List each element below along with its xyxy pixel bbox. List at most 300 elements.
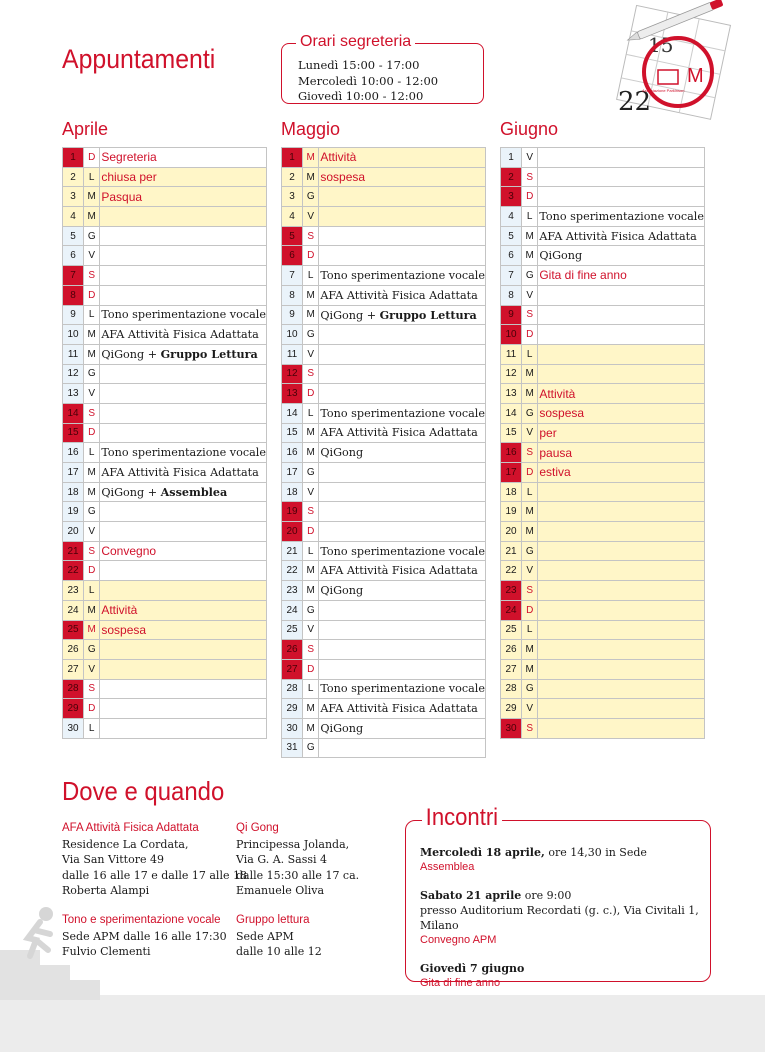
weekday-letter: V — [522, 285, 538, 305]
day-event — [319, 659, 486, 679]
day-event — [100, 364, 267, 384]
day-number: 26 — [501, 640, 522, 660]
day-number: 13 — [63, 384, 84, 404]
day-number: 5 — [63, 226, 84, 246]
weekday-letter: V — [522, 423, 538, 443]
weekday-letter: D — [84, 285, 100, 305]
weekday-letter: D — [303, 659, 319, 679]
day-number: 12 — [63, 364, 84, 384]
day-number: 26 — [63, 640, 84, 660]
office-hours-line: Giovedì 10:00 - 12:00 — [298, 89, 424, 103]
day-event — [100, 522, 267, 542]
calendar-day-row — [63, 561, 267, 581]
weekday-letter: M — [522, 640, 538, 660]
calendar-day-row — [63, 659, 267, 679]
footer-floor — [0, 995, 765, 1052]
day-event: pausa — [538, 443, 705, 463]
calendar-day-row — [63, 266, 267, 286]
calendar-day-row — [501, 640, 705, 660]
day-number: 29 — [282, 699, 303, 719]
calendar-illustration — [612, 0, 732, 120]
info-lettura — [236, 913, 322, 960]
weekday-letter: D — [84, 423, 100, 443]
day-event: Tono sperimentazione vocale — [319, 679, 486, 699]
day-number: 3 — [501, 187, 522, 207]
weekday-letter: L — [84, 305, 100, 325]
calendar-day-row — [282, 620, 486, 640]
day-number: 30 — [501, 718, 522, 738]
day-number: 29 — [501, 699, 522, 719]
weekday-letter: V — [84, 246, 100, 266]
weekday-letter: L — [522, 344, 538, 364]
day-event — [100, 384, 267, 404]
day-number: 19 — [282, 502, 303, 522]
day-event: QiGong + Gruppo Lettura — [100, 344, 267, 364]
calendar-day-row — [63, 640, 267, 660]
day-event: AFA Attività Fisica Adattata — [319, 699, 486, 719]
day-number: 4 — [63, 207, 84, 227]
day-event: Attività — [319, 148, 486, 168]
day-event — [538, 561, 705, 581]
info-line: Emanuele Oliva — [236, 884, 325, 897]
calendar-day-row — [63, 187, 267, 207]
calendar-day-row — [501, 167, 705, 187]
day-number: 22 — [63, 561, 84, 581]
day-event: chiusa per — [100, 167, 267, 187]
day-number: 15 — [282, 423, 303, 443]
day-number: 30 — [282, 718, 303, 738]
weekday-letter: M — [303, 443, 319, 463]
info-title: Qi Gong — [236, 822, 279, 834]
calendar-day-row — [63, 384, 267, 404]
day-number: 1 — [282, 148, 303, 168]
day-number: 10 — [501, 325, 522, 345]
day-event: Tono sperimentazione vocale — [319, 403, 486, 423]
calendar-day-row — [282, 443, 486, 463]
day-event — [319, 522, 486, 542]
calendar-day-row — [501, 285, 705, 305]
calendar-day-row — [501, 443, 705, 463]
day-event — [319, 463, 486, 483]
info-title: AFA Attività Fisica Adattata — [62, 822, 199, 834]
weekday-letter: V — [303, 482, 319, 502]
day-event — [319, 482, 486, 502]
day-number: 27 — [282, 659, 303, 679]
weekday-letter: G — [303, 738, 319, 758]
weekday-letter: G — [522, 541, 538, 561]
info-line: Residence La Cordata, — [62, 837, 189, 851]
calendar-day-row — [501, 364, 705, 384]
calendar-number: 22 — [618, 87, 652, 117]
incontri-title: Incontri — [422, 804, 502, 832]
calendar-day-row — [282, 187, 486, 207]
day-number: 21 — [282, 541, 303, 561]
weekday-letter: D — [84, 699, 100, 719]
day-number: 7 — [63, 266, 84, 286]
calendar-day-row — [282, 285, 486, 305]
weekday-letter: M — [84, 482, 100, 502]
day-number: 11 — [63, 344, 84, 364]
calendar-day-row — [282, 266, 486, 286]
weekday-letter: V — [522, 699, 538, 719]
day-event — [319, 384, 486, 404]
info-line: Fulvio Clementi — [62, 945, 151, 958]
weekday-letter: M — [84, 463, 100, 483]
incontri-box — [405, 804, 711, 989]
day-event: QiGong + Gruppo Lettura — [319, 305, 486, 325]
incontri-what: Assemblea — [420, 861, 475, 873]
day-event — [100, 226, 267, 246]
page-title: Appuntamenti — [62, 44, 216, 74]
day-event — [538, 640, 705, 660]
weekday-letter: L — [303, 403, 319, 423]
day-event — [538, 482, 705, 502]
weekday-letter: G — [303, 187, 319, 207]
day-number: 25 — [282, 620, 303, 640]
day-number: 2 — [63, 167, 84, 187]
day-event: Attività — [538, 384, 705, 404]
weekday-letter: M — [84, 344, 100, 364]
day-number: 8 — [501, 285, 522, 305]
calendar-day-row — [501, 620, 705, 640]
day-number: 2 — [282, 167, 303, 187]
day-number: 17 — [282, 463, 303, 483]
day-number: 15 — [63, 423, 84, 443]
day-event — [538, 600, 705, 620]
weekday-letter: V — [84, 384, 100, 404]
calendar-day-row — [501, 344, 705, 364]
calendar-day-row — [63, 226, 267, 246]
weekday-letter: G — [303, 463, 319, 483]
day-number: 17 — [63, 463, 84, 483]
weekday-letter: M — [522, 659, 538, 679]
day-event — [538, 699, 705, 719]
calendar-day-row — [282, 207, 486, 227]
day-event — [319, 325, 486, 345]
day-event — [538, 620, 705, 640]
weekday-letter: M — [84, 620, 100, 640]
weekday-letter: V — [522, 561, 538, 581]
info-title: Gruppo lettura — [236, 914, 310, 926]
day-number: 29 — [63, 699, 84, 719]
day-event — [319, 640, 486, 660]
calendar-day-row — [501, 679, 705, 699]
day-number: 5 — [282, 226, 303, 246]
weekday-letter: V — [522, 148, 538, 168]
weekday-letter: S — [303, 364, 319, 384]
weekday-letter: M — [303, 148, 319, 168]
day-event — [100, 659, 267, 679]
calendar-day-row — [501, 384, 705, 404]
calendar-day-row — [282, 738, 486, 758]
calendar-day-row — [63, 463, 267, 483]
weekday-letter: M — [522, 364, 538, 384]
weekday-letter: S — [303, 502, 319, 522]
day-number: 20 — [501, 522, 522, 542]
calendar-giugno — [500, 147, 705, 739]
day-number: 22 — [501, 561, 522, 581]
calendar-day-row — [282, 522, 486, 542]
day-number: 30 — [63, 718, 84, 738]
day-event — [538, 305, 705, 325]
weekday-letter: V — [303, 207, 319, 227]
calendar-day-row — [63, 344, 267, 364]
weekday-letter: M — [522, 246, 538, 266]
day-event: QiGong + Assemblea — [100, 482, 267, 502]
day-number: 18 — [501, 482, 522, 502]
day-event — [100, 718, 267, 738]
calendar-day-row — [282, 679, 486, 699]
calendar-day-row — [282, 718, 486, 738]
calendar-day-row — [282, 384, 486, 404]
weekday-letter: M — [84, 207, 100, 227]
weekday-letter: S — [84, 541, 100, 561]
day-event — [319, 502, 486, 522]
calendar-day-row — [63, 305, 267, 325]
day-event — [538, 285, 705, 305]
day-event — [538, 502, 705, 522]
weekday-letter: D — [303, 384, 319, 404]
calendar-day-row — [282, 581, 486, 601]
calendar-day-row — [282, 344, 486, 364]
weekday-letter: D — [522, 187, 538, 207]
day-event — [100, 679, 267, 699]
weekday-letter: L — [522, 207, 538, 227]
weekday-letter: M — [303, 305, 319, 325]
calendar-day-row — [282, 600, 486, 620]
info-line: dalle 10 alle 12 — [236, 945, 322, 958]
day-number: 24 — [63, 600, 84, 620]
day-event: sospesa — [100, 620, 267, 640]
calendar-day-row — [63, 699, 267, 719]
day-event — [100, 285, 267, 305]
calendar-day-row — [501, 187, 705, 207]
info-line: Principessa Jolanda, — [236, 837, 350, 851]
day-event: Tono sperimentazione vocale — [319, 266, 486, 286]
calendar-day-row — [282, 226, 486, 246]
day-event — [319, 738, 486, 758]
weekday-letter: M — [84, 187, 100, 207]
day-event: Gita di fine anno — [538, 266, 705, 286]
weekday-letter: D — [522, 325, 538, 345]
incontri-what: Gita di fine anno — [420, 977, 501, 989]
day-number: 14 — [501, 403, 522, 423]
calendar-day-row — [282, 403, 486, 423]
day-number: 13 — [501, 384, 522, 404]
day-event: AFA Attività Fisica Adattata — [538, 226, 705, 246]
day-event: Convegno — [100, 541, 267, 561]
day-event: Pasqua — [100, 187, 267, 207]
day-event — [538, 659, 705, 679]
day-number: 16 — [63, 443, 84, 463]
calendar-day-row — [501, 659, 705, 679]
day-number: 26 — [282, 640, 303, 660]
day-event — [319, 600, 486, 620]
day-number: 4 — [282, 207, 303, 227]
day-number: 18 — [63, 482, 84, 502]
calendar-day-row — [63, 207, 267, 227]
day-event — [319, 187, 486, 207]
day-event: Tono sperimentazione vocale — [538, 207, 705, 227]
day-number: 6 — [63, 246, 84, 266]
calendar-day-row — [282, 463, 486, 483]
weekday-letter: M — [303, 561, 319, 581]
day-event — [319, 620, 486, 640]
weekday-letter: L — [84, 443, 100, 463]
day-event — [100, 266, 267, 286]
day-event — [538, 148, 705, 168]
calendar-day-row — [63, 482, 267, 502]
weekday-letter: S — [303, 226, 319, 246]
weekday-letter: L — [303, 266, 319, 286]
day-event — [100, 207, 267, 227]
day-number: 1 — [501, 148, 522, 168]
day-event: QiGong — [538, 246, 705, 266]
weekday-letter: G — [522, 403, 538, 423]
calendar-day-row — [501, 325, 705, 345]
calendar-day-row — [282, 640, 486, 660]
weekday-letter: L — [303, 541, 319, 561]
incontri-when: Giovedì 7 giugno — [420, 962, 525, 975]
incontri-when: Mercoledì 18 aprile, ore 14,30 in Sede — [420, 846, 647, 859]
weekday-letter: V — [303, 344, 319, 364]
day-number: 20 — [63, 522, 84, 542]
weekday-letter: D — [522, 463, 538, 483]
calendar-day-row — [63, 285, 267, 305]
day-event: AFA Attività Fisica Adattata — [319, 285, 486, 305]
weekday-letter: M — [303, 167, 319, 187]
weekday-letter: S — [522, 167, 538, 187]
day-number: 11 — [282, 344, 303, 364]
day-number: 21 — [63, 541, 84, 561]
calendar-day-row — [63, 541, 267, 561]
calendar-day-row — [501, 226, 705, 246]
day-number: 1 — [63, 148, 84, 168]
calendar-day-row — [63, 403, 267, 423]
day-event — [100, 581, 267, 601]
calendar-aprile — [62, 147, 267, 739]
weekday-letter: D — [84, 561, 100, 581]
calendar-day-row — [282, 148, 486, 168]
weekday-letter: L — [84, 581, 100, 601]
calendar-day-row — [63, 443, 267, 463]
stairs-figure-illustration — [0, 880, 110, 1000]
day-event — [100, 502, 267, 522]
weekday-letter: D — [84, 148, 100, 168]
day-number: 12 — [501, 364, 522, 384]
day-event — [538, 187, 705, 207]
incontri-place: presso Auditorium Recordati (g. c.), Via Civitali 1, Milano — [420, 904, 699, 932]
calendar-day-row — [63, 679, 267, 699]
calendar-day-row — [282, 502, 486, 522]
day-number: 6 — [282, 246, 303, 266]
calendar-day-row — [282, 423, 486, 443]
day-event: QiGong — [319, 581, 486, 601]
weekday-letter: D — [303, 246, 319, 266]
incontri-what: Convegno APM — [420, 934, 497, 946]
day-event — [100, 699, 267, 719]
weekday-letter: S — [84, 403, 100, 423]
day-event: Tono sperimentazione vocale — [100, 305, 267, 325]
weekday-letter: S — [522, 718, 538, 738]
day-number: 9 — [63, 305, 84, 325]
day-number: 25 — [501, 620, 522, 640]
weekday-letter: M — [84, 325, 100, 345]
weekday-letter: G — [84, 502, 100, 522]
day-number: 21 — [501, 541, 522, 561]
weekday-letter: V — [84, 522, 100, 542]
info-line: dalle 16 alle 17 e dalle 17 alle 18 — [62, 868, 247, 882]
weekday-letter: M — [303, 581, 319, 601]
day-event: sospesa — [538, 403, 705, 423]
info-line: Sede APM — [236, 929, 294, 943]
day-event: AFA Attività Fisica Adattata — [319, 423, 486, 443]
calendar-day-row — [501, 403, 705, 423]
calendar-day-row — [282, 659, 486, 679]
weekday-letter: M — [522, 502, 538, 522]
calendar-day-row — [501, 502, 705, 522]
day-number: 20 — [282, 522, 303, 542]
calendar-day-row — [501, 207, 705, 227]
day-event — [100, 561, 267, 581]
day-event: QiGong — [319, 443, 486, 463]
day-event — [319, 207, 486, 227]
day-number: 18 — [282, 482, 303, 502]
calendar-day-row — [63, 364, 267, 384]
weekday-letter: S — [522, 305, 538, 325]
office-hours-line: Lunedì 15:00 - 17:00 — [298, 58, 420, 72]
day-number: 28 — [501, 679, 522, 699]
weekday-letter: M — [84, 600, 100, 620]
calendar-day-row — [501, 482, 705, 502]
day-number: 19 — [63, 502, 84, 522]
weekday-letter: S — [84, 679, 100, 699]
calendar-day-row — [63, 423, 267, 443]
day-event: AFA Attività Fisica Adattata — [100, 325, 267, 345]
day-number: 28 — [63, 679, 84, 699]
weekday-letter: M — [303, 285, 319, 305]
calendar-day-row — [501, 600, 705, 620]
day-number: 13 — [282, 384, 303, 404]
weekday-letter: S — [84, 266, 100, 286]
day-number: 23 — [282, 581, 303, 601]
day-event — [538, 325, 705, 345]
day-number: 23 — [501, 581, 522, 601]
day-event — [538, 581, 705, 601]
weekday-letter: M — [303, 718, 319, 738]
day-number: 3 — [282, 187, 303, 207]
month-title-giugno: Giugno — [500, 119, 559, 139]
day-event — [100, 403, 267, 423]
weekday-letter: G — [303, 600, 319, 620]
day-number: 16 — [282, 443, 303, 463]
calendar-day-row — [63, 148, 267, 168]
day-event — [319, 246, 486, 266]
day-event — [319, 364, 486, 384]
day-event — [319, 344, 486, 364]
day-event: Tono sperimentazione vocale — [100, 443, 267, 463]
weekday-letter: L — [303, 679, 319, 699]
office-hours-box — [281, 33, 484, 104]
calendar-day-row — [63, 502, 267, 522]
day-number: 19 — [501, 502, 522, 522]
weekday-letter: S — [522, 443, 538, 463]
day-number: 3 — [63, 187, 84, 207]
weekday-letter: G — [522, 266, 538, 286]
info-line: Sede APM dalle 16 alle 17:30 — [62, 929, 227, 943]
weekday-letter: L — [84, 718, 100, 738]
calendar-day-row — [282, 561, 486, 581]
